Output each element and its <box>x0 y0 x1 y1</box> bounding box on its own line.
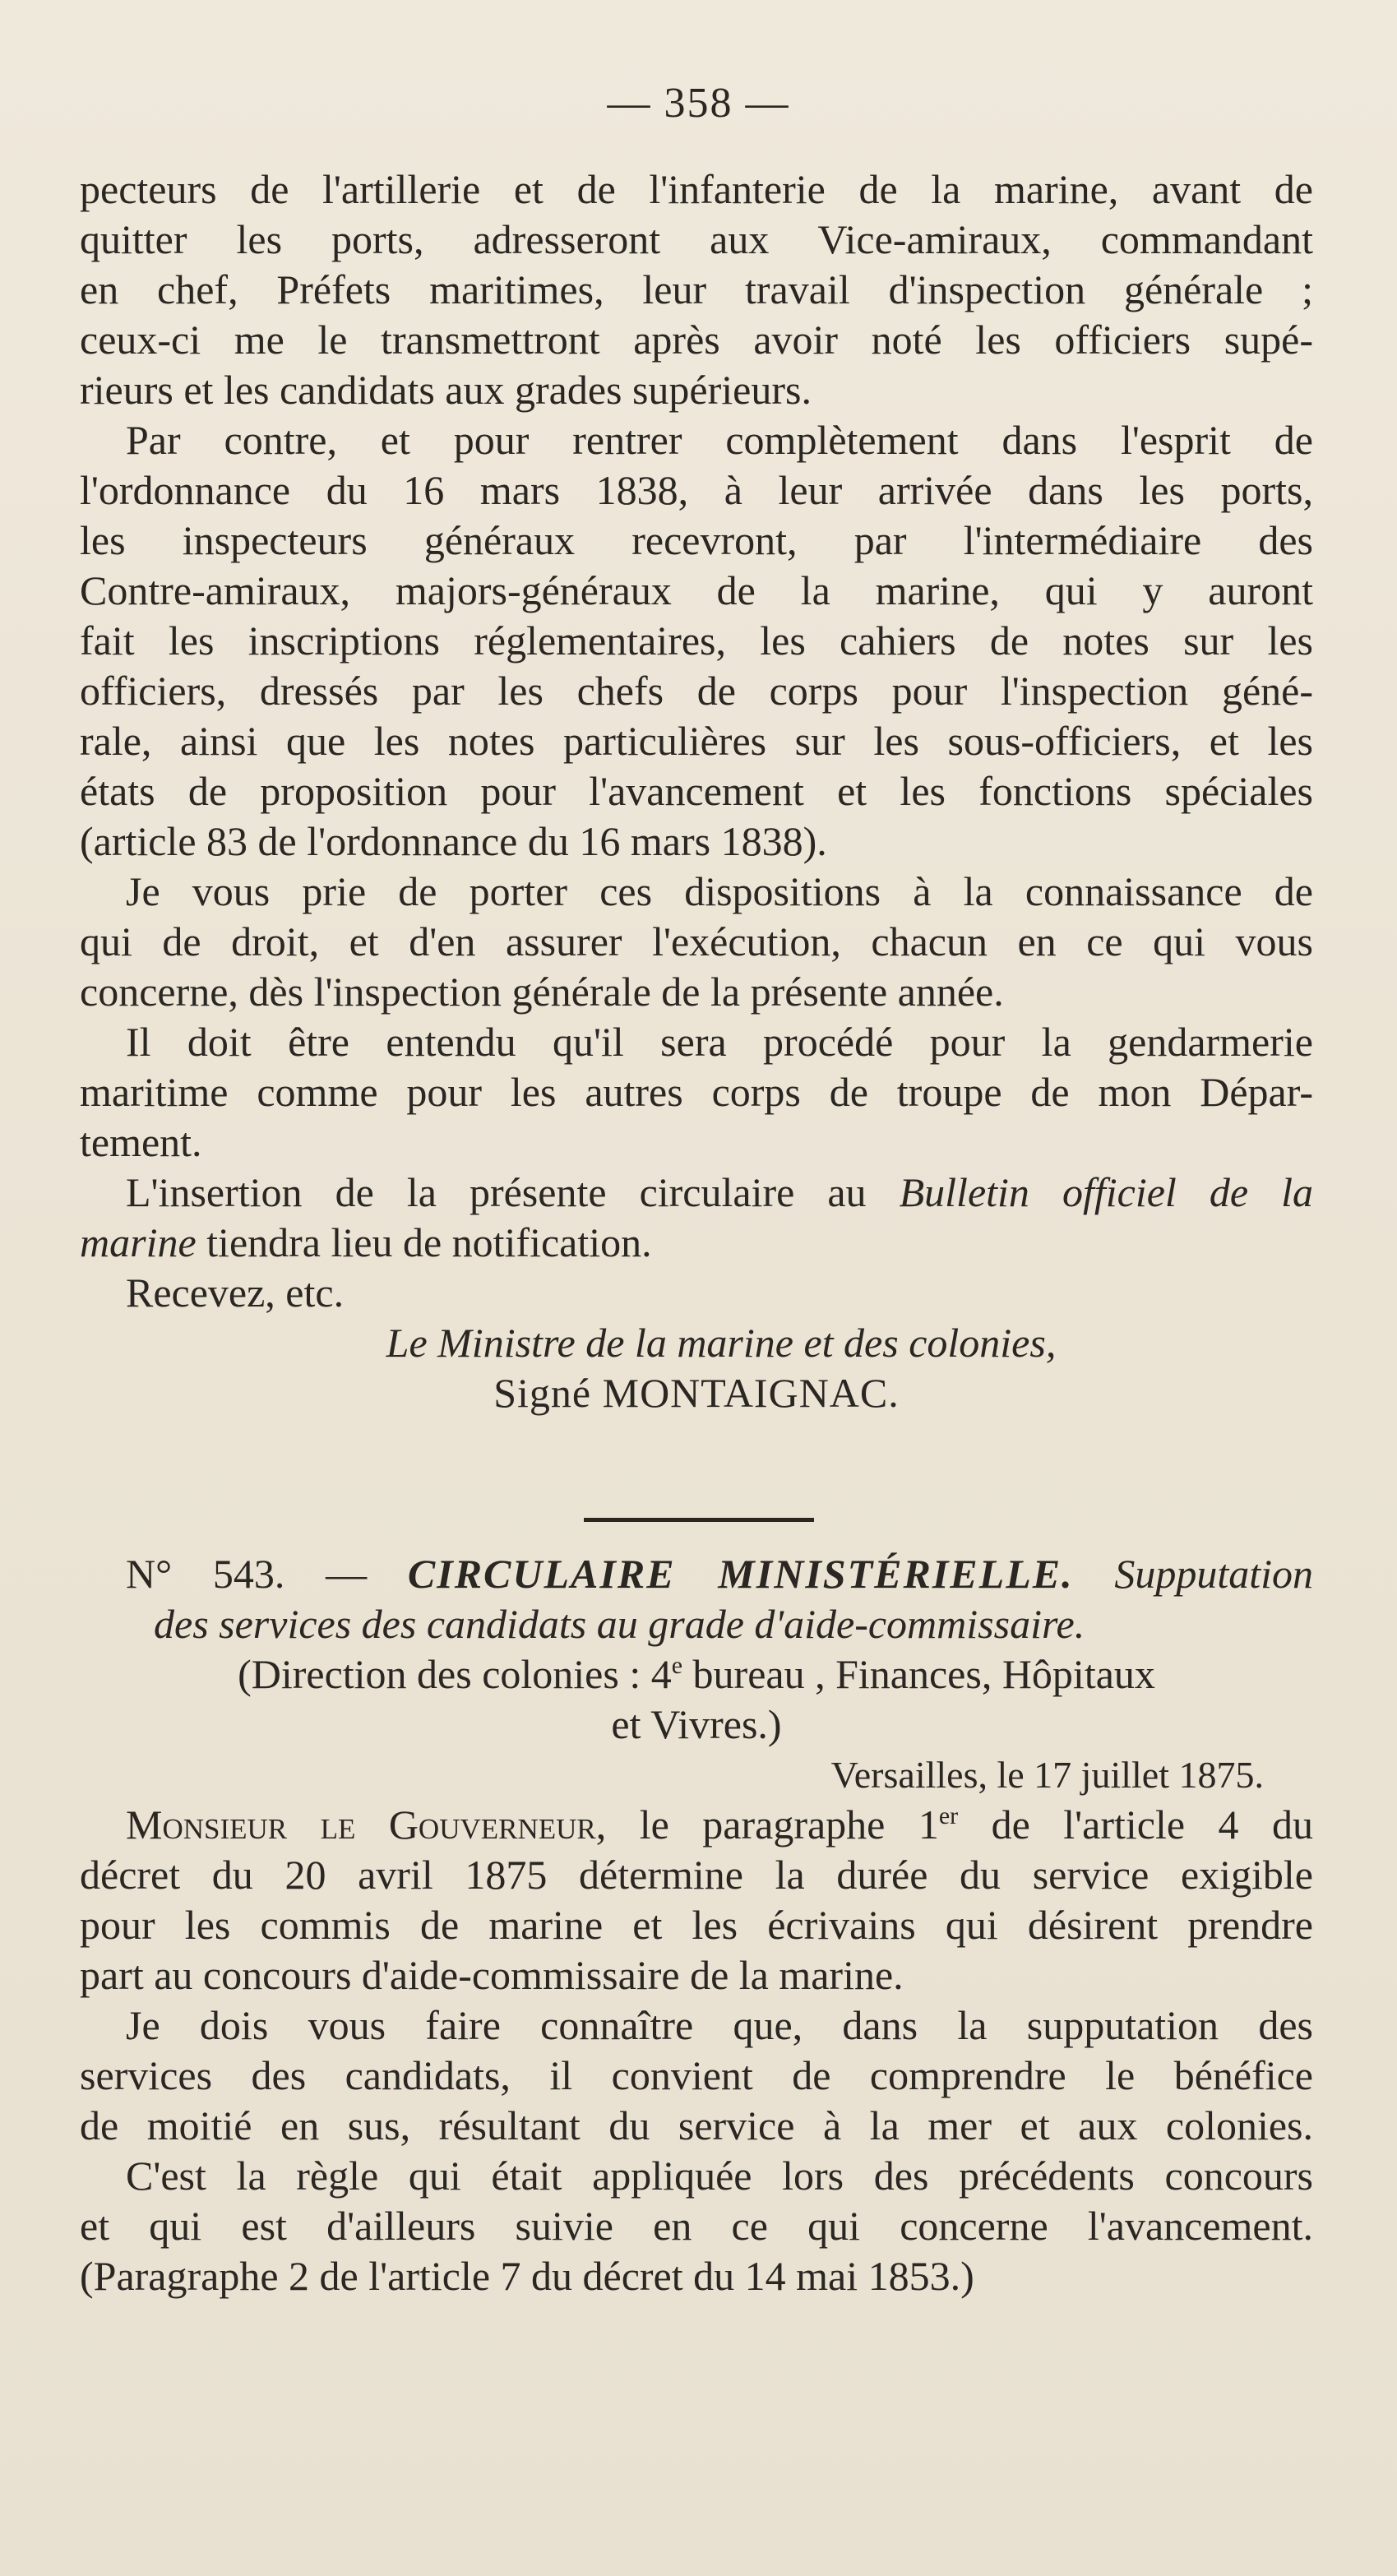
text-line: fait les inscriptions réglementaires, les cahiers de notes sur les <box>80 617 1313 664</box>
insertion-line-2 <box>80 1218 1313 1268</box>
text-line: C'est la règle qui était appliquée lors des précédents concours <box>126 2153 1313 2199</box>
text-fragment: le paragraphe 1 <box>639 1801 939 1848</box>
circular-subject: Supputation <box>1114 1551 1314 1597</box>
circular-number: N° 543. — <box>126 1551 368 1597</box>
text-line: services des candidats, il convient de comprendre le bénéfice <box>80 2052 1313 2098</box>
direction-sup: e <box>671 1652 683 1679</box>
insertion-line <box>80 1168 1313 1218</box>
circular-body-continuation <box>80 164 1313 1418</box>
text-line: en chef, Préfets maritimes, leur travail d'inspection générale ; <box>80 266 1313 312</box>
text-line: Je vous prie de porter ces dispositions à la connaissance de <box>126 868 1313 914</box>
text-line: états de proposition pour l'avancement et les fonctions spéciales <box>80 768 1313 814</box>
insertion-end: tiendra lieu de notification. <box>206 1219 652 1265</box>
salutation: Monsieur le Gouverneur, <box>126 1801 607 1848</box>
text-line: rieurs et les candidats aux grades supérieurs. <box>80 367 812 413</box>
circular-heading <box>80 1549 1313 1599</box>
text-line: les inspecteurs généraux recevront, par l'intermédiaire des <box>80 517 1313 563</box>
text-line: l'ordonnance du 16 mars 1838, à leur arrivée dans les ports, <box>80 467 1313 513</box>
text-line: décret du 20 avril 1875 détermine la durée du service exigible <box>80 1852 1313 1898</box>
circular-subject-2: des services des candidats au grade d'aide-commissaire. <box>154 1601 1085 1647</box>
text-line: Contre-amiraux, majors-généraux de la marine, qui y auront <box>80 567 1313 613</box>
circular-title: CIRCULAIRE MINISTÉRIELLE. <box>407 1551 1074 1597</box>
ordinal-sup: er <box>938 1802 959 1829</box>
text-line: maritime comme pour les autres corps de troupe de mon Dépar- <box>80 1069 1313 1115</box>
section-divider <box>584 1518 814 1522</box>
insertion-start: L'insertion de la présente circulaire au <box>126 1169 867 1215</box>
place-date: Versailles, le 17 juillet 1875. <box>830 1754 1264 1796</box>
text-line: rale, ainsi que les notes particulières sur les sous-officiers, et les <box>80 718 1313 764</box>
closing: Recevez, etc. <box>126 1270 345 1316</box>
salutation-line <box>80 1800 1313 1850</box>
text-line: et qui est d'ailleurs suivie en ce qui concerne l'avancement. <box>80 2203 1313 2249</box>
text-line: de moitié en sus, résultant du service à la mer et aux colonies. <box>80 2102 1313 2148</box>
text-line: part au concours d'aide-commissaire de la marine. <box>80 1952 904 1998</box>
text-line: Je dois vous faire connaître que, dans la supputation des <box>126 2002 1313 2048</box>
text-line: pour les commis de marine et les écrivains qui désirent prendre <box>80 1902 1313 1948</box>
text-line: quitter les ports, adresseront aux Vice-amiraux, commandant <box>80 216 1313 262</box>
circular-543 <box>80 1549 1313 2301</box>
direction-text-2: bureau , Finances, Hôpitaux <box>692 1651 1155 1697</box>
text-line: qui de droit, et d'en assurer l'exécution, chacun en ce qui vous <box>80 918 1313 964</box>
text-line: pecteurs de l'artillerie et de l'infanterie de la marine, avant de <box>80 166 1313 212</box>
direction-line <box>80 1649 1313 1700</box>
text-line: Il doit être entendu qu'il sera procédé pour la gendarmerie <box>126 1019 1313 1065</box>
text-line: ceux-ci me le transmettront après avoir noté les officiers supé- <box>80 317 1313 363</box>
direction-line-2: et Vivres.) <box>611 1701 782 1747</box>
text-line: (article 83 de l'ordonnance du 16 mars 1838). <box>80 818 827 864</box>
bulletin-title-end: marine <box>80 1219 197 1265</box>
text-fragment: de l'article 4 du <box>991 1801 1314 1848</box>
direction-text: (Direction des colonies : 4 <box>238 1651 672 1697</box>
text-line: (Paragraphe 2 de l'article 7 du décret du 14 mai 1853.) <box>80 2253 974 2299</box>
page-number: — 358 — <box>607 80 790 127</box>
text-line: concerne, dès l'inspection générale de la présente année. <box>80 969 1004 1015</box>
text-line: officiers, dressés par les chefs de corps pour l'inspection géné- <box>80 668 1313 714</box>
text-line: tement. <box>80 1119 202 1165</box>
signature-title: Le Ministre de la marine et des colonies, <box>386 1320 1057 1366</box>
text-line: Par contre, et pour rentrer complètement dans l'esprit de <box>126 417 1313 463</box>
signature: Signé MONTAIGNAC. <box>493 1370 900 1416</box>
bulletin-title: Bulletin officiel de la <box>899 1169 1313 1215</box>
